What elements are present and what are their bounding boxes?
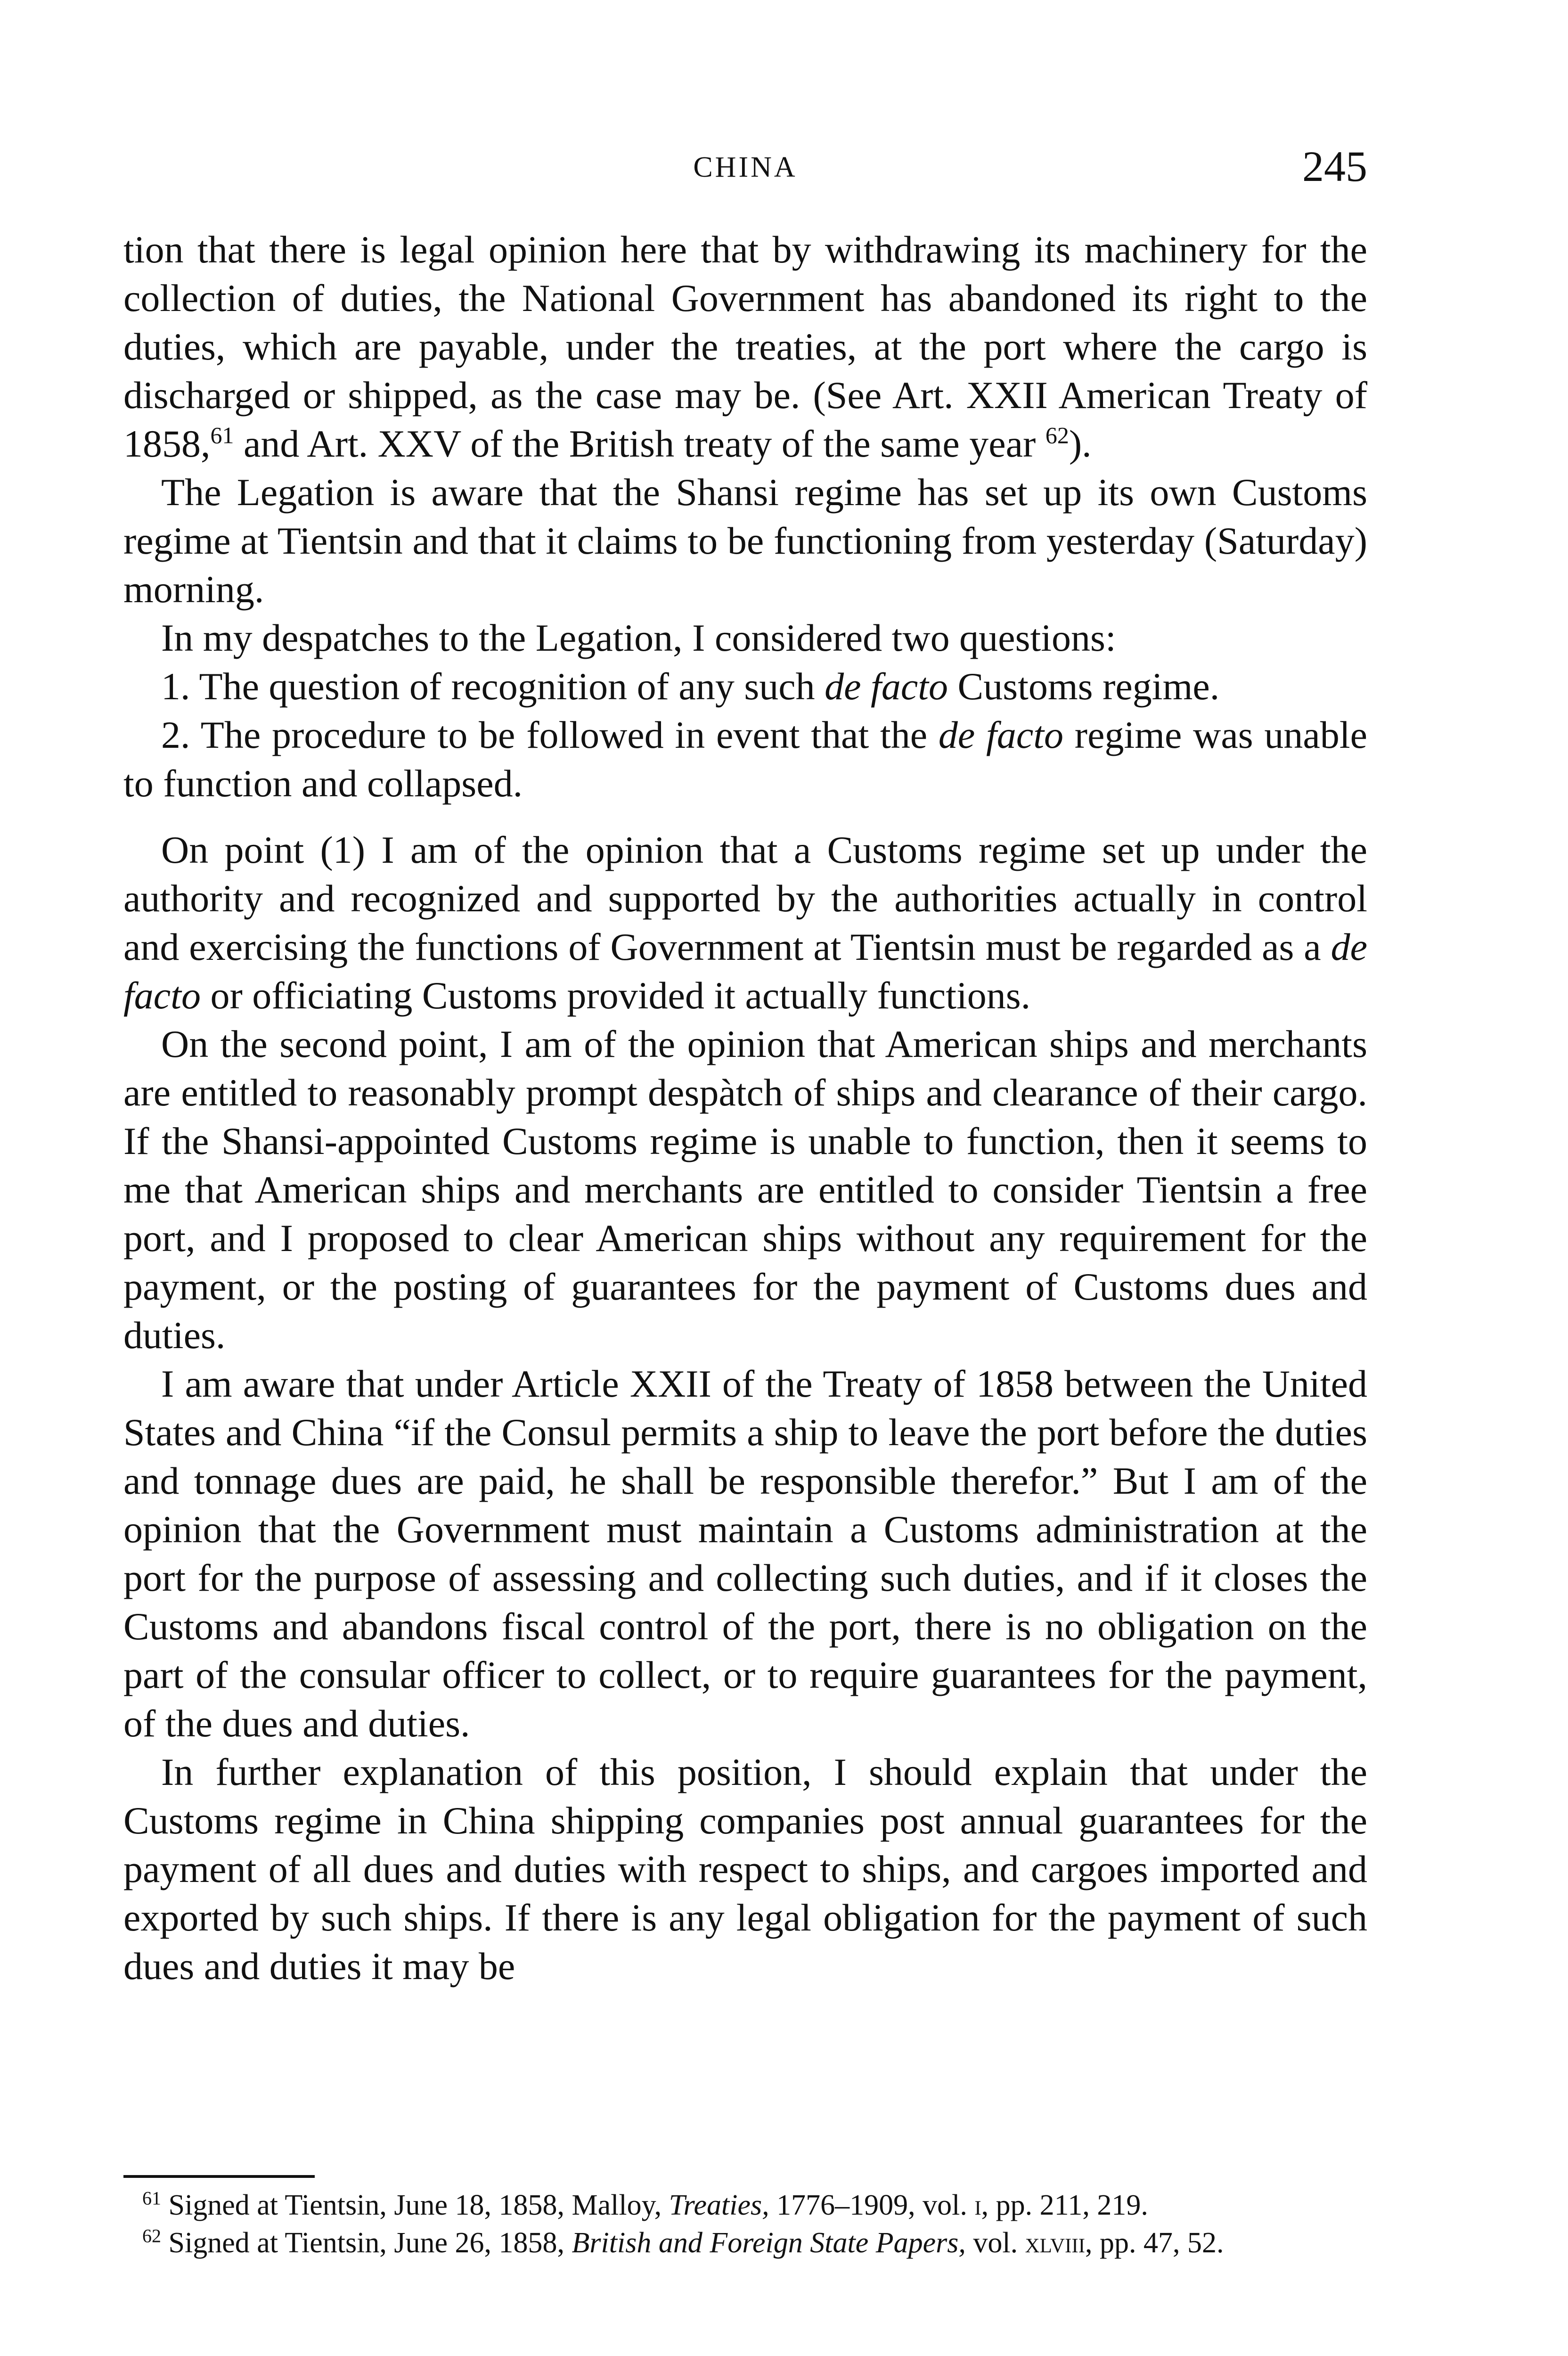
footnote-italic: British and Foreign State Papers, (572, 2227, 966, 2259)
question-text: regime was unable to function and collapsed. (123, 713, 1368, 805)
question-text: 1. The question of recognition of any such (161, 665, 825, 708)
footnotes (123, 2186, 1367, 2262)
paragraph-article-xxii: I am aware that under Article XXII of the Treaty of 1858 between the United States and China “if the Consul permits a ship to leave the port before the duties and tonnage dues are paid, he shall be responsible therefor.” But I am of the opinion that the Government must maintain a Customs administration at the port for the purpose of assessing and collecting such duties, and if it closes the Customs and abandons fiscal control of the port, there is no obligation on the part of the consular officer to collect, or to require guarantees for the payment, of the dues and duties. (123, 1362, 1367, 1745)
paragraph-point-2: On the second point, I am of the opinion that American ships and merchants are entitled to reasonably prompt despàtch of ships and clearance of their cargo. If the Shansi-appointed Customs regime is unable to function, then it seems to me that American ships and merchants are entitled to consider Tientsin a free port, and I proposed to clear American ships without any requirement for the payment, or the posting of guarantees for the payment of Customs dues and duties. (123, 1023, 1367, 1357)
footnote-text: , pp. 211, 219. (981, 2189, 1148, 2221)
paragraph-text: and Art. XXV of the British treaty of the same year (234, 422, 1045, 465)
question-2 (123, 711, 1367, 808)
footnote-number: 61 (142, 2187, 161, 2209)
footnote-divider (123, 2175, 315, 2178)
page-number: 245 (1302, 142, 1367, 190)
paragraph-further-explanation: In further explanation of this position, I should explain that under the Customs regime in China shipping companies post annual guarantees for the payment of all dues and duties with respect to ships, and cargoes imported and exported by such ships. If there is any legal obligation for the payment of such dues and duties it may be (123, 1751, 1367, 1988)
footnote-text: , pp. 47, 52. (1085, 2227, 1224, 2259)
body-text (123, 225, 1367, 1990)
footnote-61 (123, 2186, 1367, 2224)
paragraph-legation: The Legation is aware that the Shansi regime has set up its own Customs regime at Tientsin and that it claims to be functioning from yesterday (Saturday) morning. (123, 471, 1367, 611)
footnote-ref-61: 61 (210, 422, 234, 449)
italic-term: de facto (123, 925, 1367, 1017)
paragraph-despatches: In my despatches to the Legation, I considered two questions: (161, 616, 1116, 659)
footnote-text: 1776–1909, vol. (769, 2189, 975, 2221)
footnote-text: vol. (965, 2227, 1025, 2259)
paragraph-text: tion that there is legal opinion here that by withdrawing its machinery for the collection of duties, the National Government has abandoned its right to the duties, which are payable, under the treaties, at the port where the cargo is discharged or shipped, as the case may be. (See Art. XXII American Treaty of 1858, (123, 228, 1367, 465)
footnote-62 (123, 2224, 1367, 2262)
footnote-italic: Treaties, (669, 2189, 769, 2221)
footnote-number: 62 (142, 2225, 161, 2247)
italic-term: de facto (938, 713, 1064, 756)
paragraph-text: or officiating Customs provided it actually functions. (200, 974, 1031, 1017)
question-1 (123, 662, 1367, 711)
footnote-text: Signed at Tientsin, June 26, 1858, (161, 2227, 572, 2259)
question-text: 2. The procedure to be followed in event that the (161, 713, 939, 756)
paragraph-point-1 (123, 826, 1367, 1020)
page-header (123, 141, 1367, 198)
paragraph-text: On point (1) I am of the opinion that a Customs regime set up under the authority and recognized and supported by the authorities actually in control and exercising the functions of Government at Tientsin must be regarded as a (123, 828, 1367, 968)
footnote-ref-62: 62 (1045, 422, 1069, 449)
paragraph-text: ). (1069, 422, 1092, 465)
paragraph-continuation (123, 225, 1367, 468)
running-head: CHINA (693, 151, 798, 183)
footnote-volume: xlviii (1025, 2227, 1086, 2259)
italic-term: de facto (825, 665, 948, 708)
question-text: Customs regime. (948, 665, 1220, 708)
footnote-volume: i (974, 2189, 981, 2221)
footnote-text: Signed at Tientsin, June 18, 1858, Malloy, (161, 2189, 669, 2221)
